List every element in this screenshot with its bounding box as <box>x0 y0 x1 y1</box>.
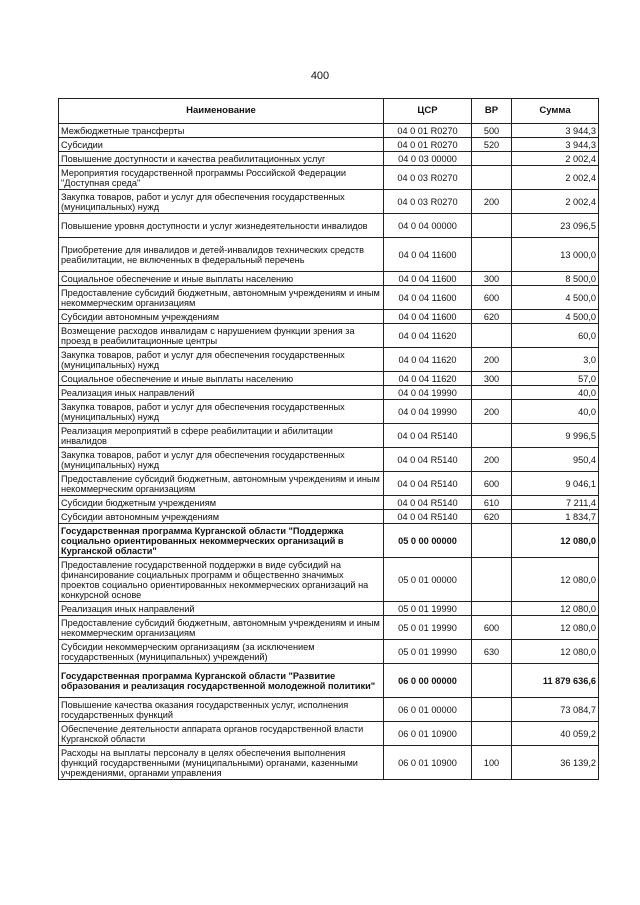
table-row <box>59 348 599 372</box>
row-code-cell: 04 0 04 11620 <box>384 372 472 386</box>
table-row <box>59 372 599 386</box>
row-name-cell: Повышение доступности и качества реабилитационных услуг <box>59 152 384 166</box>
row-code-cell: 04 0 04 11600 <box>384 310 472 324</box>
row-name-cell: Субсидии бюджетным учреждениям <box>59 496 384 510</box>
row-sum-cell: 2 002,4 <box>512 152 599 166</box>
row-sum-cell: 40,0 <box>512 386 599 400</box>
row-code-cell: 04 0 04 19990 <box>384 400 472 424</box>
row-vr-cell <box>472 698 512 722</box>
row-sum-cell: 1 834,7 <box>512 510 599 524</box>
table-body <box>59 124 599 780</box>
row-vr-cell: 600 <box>472 286 512 310</box>
row-sum-cell: 60,0 <box>512 324 599 348</box>
row-code-cell: 04 0 04 R5140 <box>384 448 472 472</box>
table-row <box>59 286 599 310</box>
row-name-cell: Реализация иных направлений <box>59 602 384 616</box>
row-name-cell: Государственная программа Курганской области "Развитие образования и реализация государственной молодежной политики" <box>59 664 384 698</box>
row-sum-cell: 2 002,4 <box>512 190 599 214</box>
row-vr-cell: 620 <box>472 510 512 524</box>
table-row <box>59 472 599 496</box>
row-vr-cell <box>472 722 512 746</box>
row-sum-cell: 12 080,0 <box>512 524 599 558</box>
header-vr: ВР <box>472 99 512 124</box>
table-row <box>59 616 599 640</box>
row-sum-cell: 12 080,0 <box>512 616 599 640</box>
row-name-cell: Предоставление субсидий бюджетным, автономным учреждениям и иным некоммерческим организациям <box>59 616 384 640</box>
table-row <box>59 214 599 238</box>
row-code-cell: 04 0 03 R0270 <box>384 166 472 190</box>
row-vr-cell <box>472 424 512 448</box>
row-vr-cell <box>472 558 512 602</box>
table-row <box>59 722 599 746</box>
row-sum-cell: 13 000,0 <box>512 238 599 272</box>
row-code-cell: 06 0 00 00000 <box>384 664 472 698</box>
row-vr-cell <box>472 602 512 616</box>
table-header-row <box>59 99 599 124</box>
row-sum-cell: 36 139,2 <box>512 746 599 780</box>
row-code-cell: 04 0 01 R0270 <box>384 138 472 152</box>
table-row <box>59 152 599 166</box>
row-vr-cell: 600 <box>472 616 512 640</box>
table-row <box>59 558 599 602</box>
table-row <box>59 124 599 138</box>
row-name-cell: Закупка товаров, работ и услуг для обеспечения государственных (муниципальных) нужд <box>59 448 384 472</box>
row-code-cell: 04 0 04 00000 <box>384 214 472 238</box>
row-vr-cell <box>472 664 512 698</box>
row-name-cell: Государственная программа Курганской области "Поддержка социально ориентированных некоммерческих организаций в Курганской области" <box>59 524 384 558</box>
row-vr-cell: 200 <box>472 348 512 372</box>
table-row <box>59 424 599 448</box>
row-code-cell: 04 0 03 R0270 <box>384 190 472 214</box>
row-code-cell: 04 0 04 R5140 <box>384 510 472 524</box>
table-row <box>59 310 599 324</box>
row-sum-cell: 3 944,3 <box>512 138 599 152</box>
row-code-cell: 05 0 01 19990 <box>384 640 472 664</box>
row-name-cell: Предоставление государственной поддержки в виде субсидий на финансирование социальных программ и общественно значимых проектов социально ориентированных некоммерческих организаций на конкурсной основе <box>59 558 384 602</box>
row-name-cell: Социальное обеспечение и иные выплаты населению <box>59 372 384 386</box>
row-name-cell: Закупка товаров, работ и услуг для обеспечения государственных (муниципальных) нужд <box>59 348 384 372</box>
row-name-cell: Реализация иных направлений <box>59 386 384 400</box>
header-sum: Сумма <box>512 99 599 124</box>
row-vr-cell: 200 <box>472 190 512 214</box>
table-row <box>59 746 599 780</box>
row-sum-cell: 950,4 <box>512 448 599 472</box>
row-code-cell: 04 0 04 R5140 <box>384 496 472 510</box>
row-vr-cell: 630 <box>472 640 512 664</box>
row-name-cell: Субсидии автономным учреждениям <box>59 510 384 524</box>
row-vr-cell <box>472 238 512 272</box>
row-code-cell: 04 0 04 11600 <box>384 286 472 310</box>
row-name-cell: Повышение уровня доступности и услуг жизнедеятельности инвалидов <box>59 214 384 238</box>
row-name-cell: Субсидии автономным учреждениям <box>59 310 384 324</box>
budget-table <box>58 98 599 780</box>
row-vr-cell <box>472 214 512 238</box>
row-sum-cell: 7 211,4 <box>512 496 599 510</box>
row-name-cell: Предоставление субсидий бюджетным, автономным учреждениям и иным некоммерческим организациям <box>59 472 384 496</box>
row-sum-cell: 4 500,0 <box>512 310 599 324</box>
row-code-cell: 05 0 01 19990 <box>384 616 472 640</box>
table-row <box>59 400 599 424</box>
row-code-cell: 06 0 01 00000 <box>384 698 472 722</box>
row-vr-cell: 620 <box>472 310 512 324</box>
header-name: Наименование <box>59 99 384 124</box>
row-name-cell: Возмещение расходов инвалидам с нарушением функции зрения за проезд в реабилитационные центры <box>59 324 384 348</box>
row-name-cell: Закупка товаров, работ и услуг для обеспечения государственных (муниципальных) нужд <box>59 400 384 424</box>
row-name-cell: Закупка товаров, работ и услуг для обеспечения государственных (муниципальных) нужд <box>59 190 384 214</box>
table-row <box>59 664 599 698</box>
row-code-cell: 05 0 00 00000 <box>384 524 472 558</box>
table-row <box>59 138 599 152</box>
row-code-cell: 04 0 04 11620 <box>384 348 472 372</box>
row-code-cell: 04 0 01 R0270 <box>384 124 472 138</box>
row-code-cell: 04 0 04 11600 <box>384 272 472 286</box>
row-vr-cell: 200 <box>472 400 512 424</box>
table-row <box>59 190 599 214</box>
row-vr-cell <box>472 152 512 166</box>
row-code-cell: 05 0 01 19990 <box>384 602 472 616</box>
row-sum-cell: 40,0 <box>512 400 599 424</box>
table-row <box>59 386 599 400</box>
table-row <box>59 602 599 616</box>
row-name-cell: Реализация мероприятий в сфере реабилитации и абилитации инвалидов <box>59 424 384 448</box>
row-code-cell: 06 0 01 10900 <box>384 722 472 746</box>
row-vr-cell: 300 <box>472 272 512 286</box>
row-code-cell: 06 0 01 10900 <box>384 746 472 780</box>
row-name-cell: Предоставление субсидий бюджетным, автономным учреждениям и иным некоммерческим организациям <box>59 286 384 310</box>
page-number: 400 <box>310 70 330 82</box>
row-vr-cell: 520 <box>472 138 512 152</box>
row-name-cell: Социальное обеспечение и иные выплаты населению <box>59 272 384 286</box>
row-sum-cell: 9 996,5 <box>512 424 599 448</box>
row-vr-cell <box>472 524 512 558</box>
table-row <box>59 496 599 510</box>
row-sum-cell: 4 500,0 <box>512 286 599 310</box>
row-vr-cell: 300 <box>472 372 512 386</box>
row-sum-cell: 8 500,0 <box>512 272 599 286</box>
row-code-cell: 04 0 03 00000 <box>384 152 472 166</box>
row-vr-cell: 500 <box>472 124 512 138</box>
table-row <box>59 238 599 272</box>
row-name-cell: Субсидии <box>59 138 384 152</box>
row-name-cell: Обеспечение деятельности аппарата органов государственной власти Курганской области <box>59 722 384 746</box>
row-sum-cell: 12 080,0 <box>512 558 599 602</box>
row-vr-cell: 600 <box>472 472 512 496</box>
row-name-cell: Расходы на выплаты персоналу в целях обеспечения выполнения функций государственными (муниципальными) органами, казенными учреждениями, органами управления <box>59 746 384 780</box>
table-row <box>59 524 599 558</box>
row-sum-cell: 9 046,1 <box>512 472 599 496</box>
row-vr-cell <box>472 166 512 190</box>
row-code-cell: 05 0 01 00000 <box>384 558 472 602</box>
row-code-cell: 04 0 04 11600 <box>384 238 472 272</box>
row-code-cell: 04 0 04 11620 <box>384 324 472 348</box>
row-sum-cell: 12 080,0 <box>512 602 599 616</box>
row-vr-cell <box>472 386 512 400</box>
row-vr-cell: 200 <box>472 448 512 472</box>
table-row <box>59 166 599 190</box>
row-sum-cell: 3 944,3 <box>512 124 599 138</box>
row-code-cell: 04 0 04 19990 <box>384 386 472 400</box>
row-vr-cell: 610 <box>472 496 512 510</box>
row-name-cell: Мероприятия государственной программы Российской Федерации "Доступная среда" <box>59 166 384 190</box>
row-code-cell: 04 0 04 R5140 <box>384 472 472 496</box>
header-code: ЦСР <box>384 99 472 124</box>
row-name-cell: Межбюджетные трансферты <box>59 124 384 138</box>
row-vr-cell <box>472 324 512 348</box>
row-name-cell: Повышение качества оказания государственных услуг, исполнения государственных функций <box>59 698 384 722</box>
table-row <box>59 510 599 524</box>
table-row <box>59 698 599 722</box>
row-sum-cell: 2 002,4 <box>512 166 599 190</box>
row-sum-cell: 3,0 <box>512 348 599 372</box>
row-sum-cell: 73 084,7 <box>512 698 599 722</box>
table-row <box>59 448 599 472</box>
row-sum-cell: 12 080,0 <box>512 640 599 664</box>
row-name-cell: Субсидии некоммерческим организациям (за исключением государственных (муниципальных) учреждений) <box>59 640 384 664</box>
row-code-cell: 04 0 04 R5140 <box>384 424 472 448</box>
row-sum-cell: 57,0 <box>512 372 599 386</box>
row-vr-cell: 100 <box>472 746 512 780</box>
table-row <box>59 272 599 286</box>
row-name-cell: Приобретение для инвалидов и детей-инвалидов технических средств реабилитации, не включенных в федеральный перечень <box>59 238 384 272</box>
table-row <box>59 640 599 664</box>
table-row <box>59 324 599 348</box>
row-sum-cell: 11 879 636,6 <box>512 664 599 698</box>
row-sum-cell: 40 059,2 <box>512 722 599 746</box>
row-sum-cell: 23 096,5 <box>512 214 599 238</box>
